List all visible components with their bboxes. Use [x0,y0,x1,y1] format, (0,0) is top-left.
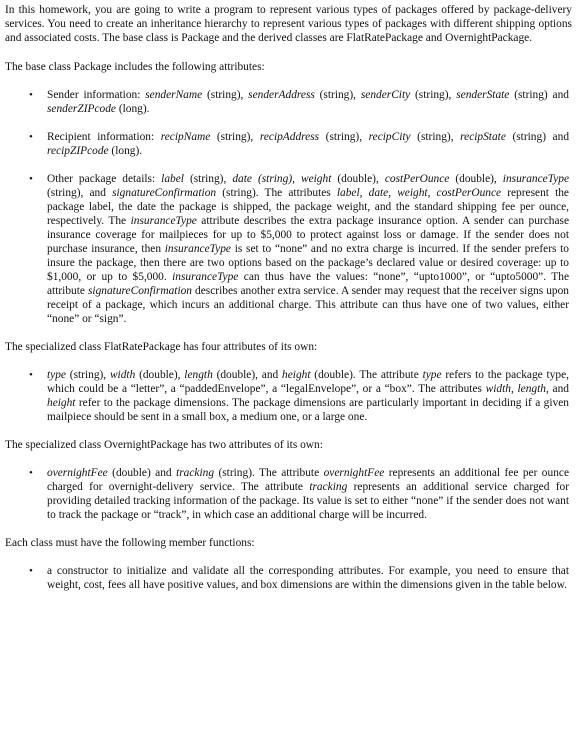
text-run: (string), [314,89,361,101]
text-run: refers to the package type, which could be a “letter”, a “paddedEnvelope”, a “legalEnvelope”, or a “box”. The attributes [47,369,569,395]
identifier: senderCity [360,89,411,101]
list-item [5,88,572,116]
identifier: length [184,369,213,381]
text-run: (string), [210,131,260,143]
text-run: (double), and [212,369,283,381]
text-run: (string), and [47,187,113,199]
identifier: tracking [176,467,215,479]
text-run: refer to the package dimensions. The package dimensions are particularly important in deciding if a given mailpiece should be sent in a small box, a medium one, or a large one. [47,397,569,423]
identifier: label [161,173,184,185]
identifier: height [282,369,311,381]
overnight-attributes-list [5,466,572,522]
text-run: Recipient information: [47,131,161,143]
identifier: tracking [309,481,348,493]
identifier: height [47,397,76,409]
text-run: can thus have the values: “none”, “upto1000”, or “upto5000”. The attribute [47,271,570,297]
text-run: (string). The attributes [216,187,337,199]
identifier: signatureConfirmation [112,187,217,199]
identifier: insuranceType [164,243,231,255]
text-run: Sender information: [47,89,146,101]
identifier: date (string) [232,173,293,185]
identifier: recipZIPcode [47,145,109,157]
identifier: weight [300,173,332,185]
identifier: width [109,369,136,381]
text-run: (string), [183,173,233,185]
identifier: insuranceType [502,173,570,185]
text-run: represents an additional fee per ounce charged for overnight-delivery service. The attribute [47,467,569,493]
text-run: Other package details: [47,173,162,185]
text-run: (long). [108,145,143,157]
text-run: (string), [410,89,457,101]
text-run: is set to “none” and no extra charge is incurred. If the sender prefers to insure the package, then there are two options based on the package’s declared value or desired coverage: up to $1,000, or up to $5,000. [47,243,569,283]
text-run: (long). [115,103,150,115]
text-run: (double) and [107,467,177,479]
flat-rate-heading: The specialized class FlatRatePackage has four attributes of its own: [5,341,318,353]
text-run: (string), [319,131,369,143]
text-run: (double), [135,369,185,381]
flat-rate-attributes-list [5,368,572,424]
text-run: describes another extra service. A sender may request that the receiver signs upon receipt of a package, which incurs an additional charge. This attribute can thus have one of two values, either “none” or “sign”. [47,285,569,325]
overnight-heading: The specialized class OvernightPackage has two attributes of its own: [5,439,323,451]
list-item [5,368,572,424]
identifier: senderAddress [248,89,315,101]
base-class-heading: The base class Package includes the following attributes: [5,61,265,73]
text-run: (double), [331,173,385,185]
identifier: width, length, [485,383,549,395]
identifier: type [47,369,66,381]
identifier: type [422,369,442,381]
identifier: label, date, weight, costPerOunce [336,187,502,199]
text-run: (string) and [509,89,569,101]
text-run: a constructor to initialize and validate all the corresponding attributes. For example, you need to ensure that weight, cost, fees all have positive values, and box dimensions are within the dimensions given in the table below. [47,565,569,591]
text-run: (double), [449,173,503,185]
list-item [5,172,572,326]
member-functions-list [5,564,572,592]
text-run: and [548,383,569,395]
list-item [5,130,572,158]
text-run: , [292,173,301,185]
identifier: recipState [460,131,506,143]
base-attributes-list [5,88,572,326]
text-run: (double). The attribute [310,369,423,381]
text-run: represents an additional service charged for providing detailed tracking information of the package. Its value is set to either “none” if the sender does not want to track the package or “track”, in which case an additional charge will be incurred. [47,481,569,521]
identifier: senderState [456,89,510,101]
identifier: recipAddress [259,131,320,143]
identifier: senderZIPcode [47,103,116,115]
text-run: (string) and [505,131,570,143]
member-functions-heading: Each class must have the following member functions: [5,537,255,549]
identifier: recipName [160,131,211,143]
text-run: (string). The attribute [214,467,324,479]
identifier: costPerOunce [384,173,450,185]
identifier: insuranceType [130,215,197,227]
text-run: (string), [410,131,461,143]
identifier: overnightFee [323,467,385,479]
text-run: (string), [202,89,249,101]
intro-paragraph: In this homework, you are going to write a program to represent various types of packages offered by package-delivery services. You need to create an inheritance hierarchy to represent various types of packages with different shipping options and associated costs. The base class is Package and the derived classes are FlatRatePackage and OvernightPackage. [5,4,572,44]
text-run: (string), [65,369,110,381]
list-item [5,564,572,592]
text-run: attribute describes the extra package insurance option. A sender can purchase insurance coverage for mailpieces for up to $5,000 to protect against loss or damage. If the sender does not purchase insurance, then [47,215,570,255]
text-run: represent the package label, the date the package is shipped, the package weight, and the standard shipping fee per ounce, respectively. The [47,187,569,227]
identifier: overnightFee [47,467,108,479]
identifier: insuranceType [172,271,239,283]
identifier: recipCity [368,131,411,143]
identifier: senderName [145,89,203,101]
identifier: signatureConfirmation [88,285,193,297]
list-item [5,466,572,522]
